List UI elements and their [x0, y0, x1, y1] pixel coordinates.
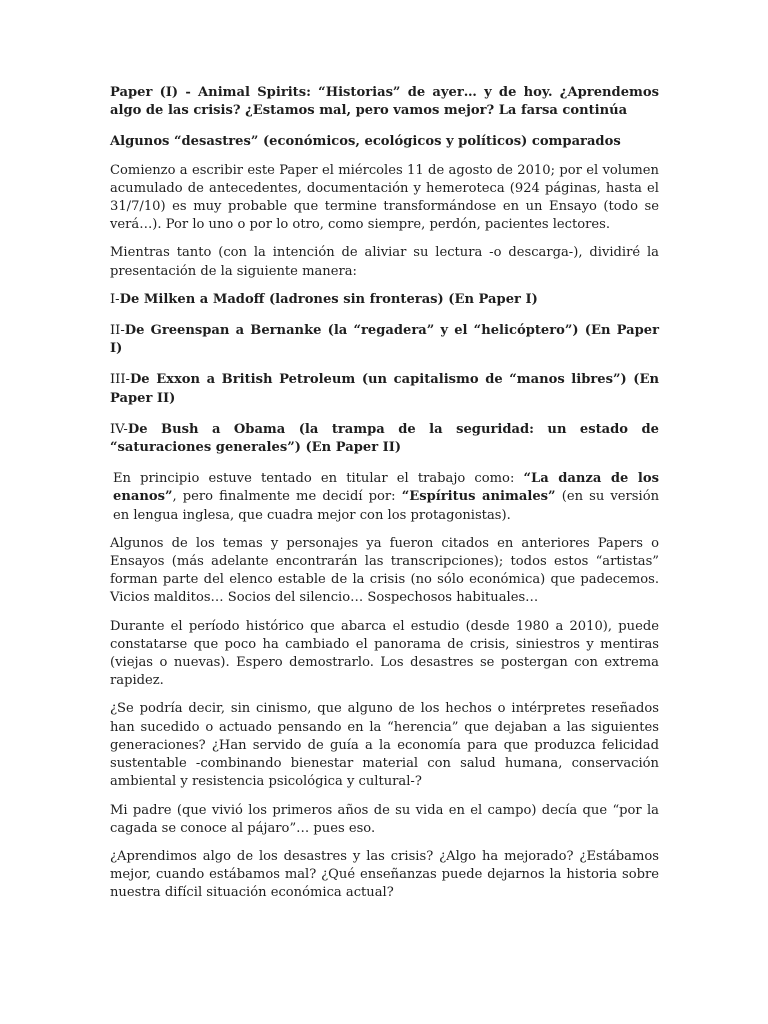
title-choice-text-3: (en su versión en lengua inglesa, que cuadra mejor con los protagonistas). [113, 489, 660, 523]
paragraph-final: ¿Aprendimos algo de los desastres y las crisis? ¿Algo ha mejorado? ¿Estábamos mejor, cuando estábamos mal? ¿Qué enseñanzas puede dejarnos la historia sobre nuestra difícil situación económica actual? [110, 848, 659, 901]
section-item-number: IV- [110, 421, 128, 437]
section-item-text: De Greenspan a Bernanke (la “regadera” y el “helicóptero”) (En Paper I) [110, 323, 659, 357]
section-item-text: De Exxon a British Petroleum (un capitalismo de “manos libres”) (En Paper II) [110, 372, 659, 406]
section-item-2 [110, 322, 659, 358]
section-item-1 [110, 291, 659, 309]
section-item-text: De Bush a Obama (la trampa de la seguridad: un estado de “saturaciones generales”) (En Paper II) [110, 421, 659, 456]
paragraph-period: Durante el período histórico que abarca el estudio (desde 1980 a 2010), puede constatarse que poco ha cambiado el panorama de crisis, siniestros y mentiras (viejas o nuevas). Espero demostrarlo. Los desastres se postergan con extrema rapidez. [110, 618, 659, 689]
paragraph-topics: Algunos de los temas y personajes ya fueron citados en anteriores Papers o Ensayos (más adelante encontrarán las transcripciones); todos estos “artistas” forman parte del elenco estable de la crisis (no sólo económica) que padecemos. Vicios malditos… Socios del silencio… Sospechosos habituales… [110, 535, 659, 606]
section-item-number: III- [110, 372, 130, 388]
title-choice-text-1: En principio estuve tentado en titular el trabajo como: [113, 471, 524, 487]
title-choice-option-1: “La danza de los enanos” [113, 471, 659, 505]
section-item-4 [110, 421, 659, 457]
paragraph-question: ¿Se podría decir, sin cinismo, que alguno de los hechos o intérpretes reseñados han sucedido o actuado pensando en la “herencia” que dejaban a las siguientes generaciones? ¿Han servido de guía a la economía para que produzca felicidad sustentable -combinando bienestar material con salud humana, conservación ambiental y resistencia psicológica y cultural-? [110, 701, 659, 790]
section-item-3 [110, 371, 659, 407]
document-title: Paper (I) - Animal Spirits: “Historias” de ayer… y de hoy. ¿Aprendemos algo de las crisis? ¿Estamos mal, pero vamos mejor? La farsa continúa [110, 85, 659, 119]
section-item-number: II- [110, 323, 125, 339]
title-choice-text-2: , pero finalmente me decidí por: [172, 489, 402, 505]
section-item-number: I- [110, 291, 120, 307]
title-choice-option-2: “Espíritus animales” [401, 489, 556, 505]
paragraph-division: Mientras tanto (con la intención de aliviar su lectura -o descarga-), dividiré la presentación de la siguiente manera: [110, 245, 659, 279]
paragraph-father: Mi padre (que vivió los primeros años de su vida en el campo) decía que “por la cagada se conoce al pájaro”… pues eso. [110, 802, 659, 836]
document-subtitle: Algunos “desastres” (económicos, ecológicos y políticos) comparados [110, 134, 621, 150]
section-item-text: De Milken a Madoff (ladrones sin fronteras) (En Paper I) [119, 291, 538, 307]
document-page [110, 84, 659, 913]
paragraph-intro: Comienzo a escribir este Paper el miércoles 11 de agosto de 2010; por el volumen acumulado de antecedentes, documentación y hemeroteca (924 páginas, hasta el 31/7/10) es muy probable que termine transformándose en un Ensayo (todo se verá…). Por lo uno o por lo otro, como siempre, perdón, pacientes lectores. [110, 162, 659, 233]
paragraph-title-choice [110, 470, 659, 525]
